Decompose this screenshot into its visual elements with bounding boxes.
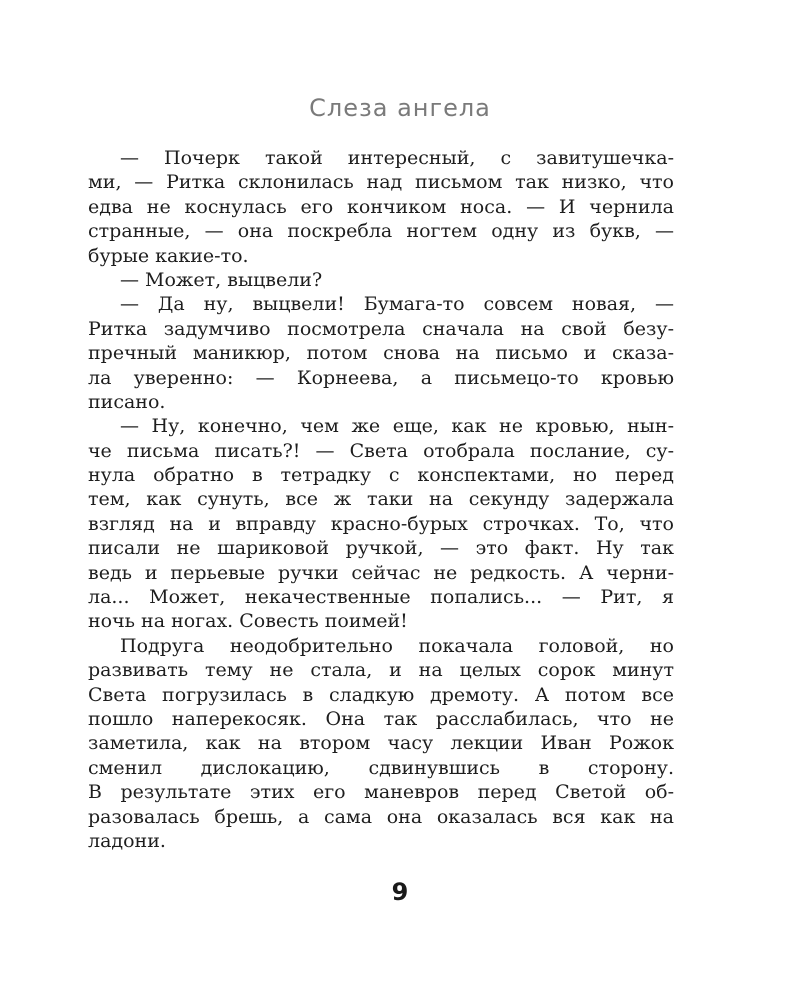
text-line: Света погрузилась в сладкую дремоту. А потом все [88,683,674,706]
text-line: — Может, выцвели? [120,268,323,291]
text-line: ла уверенно: — Корнеева, а письмецо-то кровью [88,366,674,389]
text-line: Подруга неодобрительно покачала головой, но [120,634,674,657]
text-line: — Ну, конечно, чем же еще, как не кровью, нын- [120,415,674,438]
text-line: ладони. [88,829,166,852]
text-line: едва не коснулась его кончиком носа. — И чернила [88,195,674,218]
text-line: че письма писать?! — Света отобрала послание, су- [88,439,674,462]
text-line: разовалась брешь, а сама она оказалась вся как на [88,805,674,828]
text-line: тем, как сунуть, все ж таки на секунду задержала [88,488,674,511]
text-line: — Почерк такой интересный, с завитушечка- [120,147,674,169]
body-text [88,146,674,853]
text-line: ведь и перьевые ручки сейчас не редкость. А черни- [88,561,674,584]
text-line: ми, — Ритка склонилась над письмом так низко, что [88,171,674,194]
text-line: бурые какие-то. [88,244,249,267]
text-line: заметила, как на втором часу лекции Иван Рожок [88,732,674,755]
text-line: развивать тему не стала, и на целых сорок минут [88,659,674,682]
text-line: пречный маникюр, потом снова на письмо и сказа- [88,342,674,365]
text-line: нула обратно в тетрадку с конспектами, но перед [88,464,674,487]
text-line: ла... Может, некачественные попались... — Рит, я [88,586,674,609]
text-line: В результате этих его маневров перед Светой об- [88,781,674,804]
text-line: писали не шариковой ручкой, — это факт. Ну так [88,537,674,560]
text-line: ночь на ногах. Совесть поимей! [88,610,408,633]
text-line: — Да ну, выцвели! Бумага-то совсем новая, — [120,293,674,316]
text-line: взгляд на и вправду красно-бурых строчках. То, что [88,512,674,535]
text-line: Ритка задумчиво посмотрела сначала на свой безу- [88,317,674,340]
text-line: пошло наперекосяк. Она так расслабилась, что не [88,707,674,730]
text-line: сменил дислокацию, сдвинувшись в сторону. [88,756,674,779]
text-line: писано. [88,390,166,413]
page-number: 9 [391,878,409,906]
text-line: странные, — она поскребла ногтем одну из букв, — [88,220,674,243]
running-head: Слеза ангела [309,94,491,122]
